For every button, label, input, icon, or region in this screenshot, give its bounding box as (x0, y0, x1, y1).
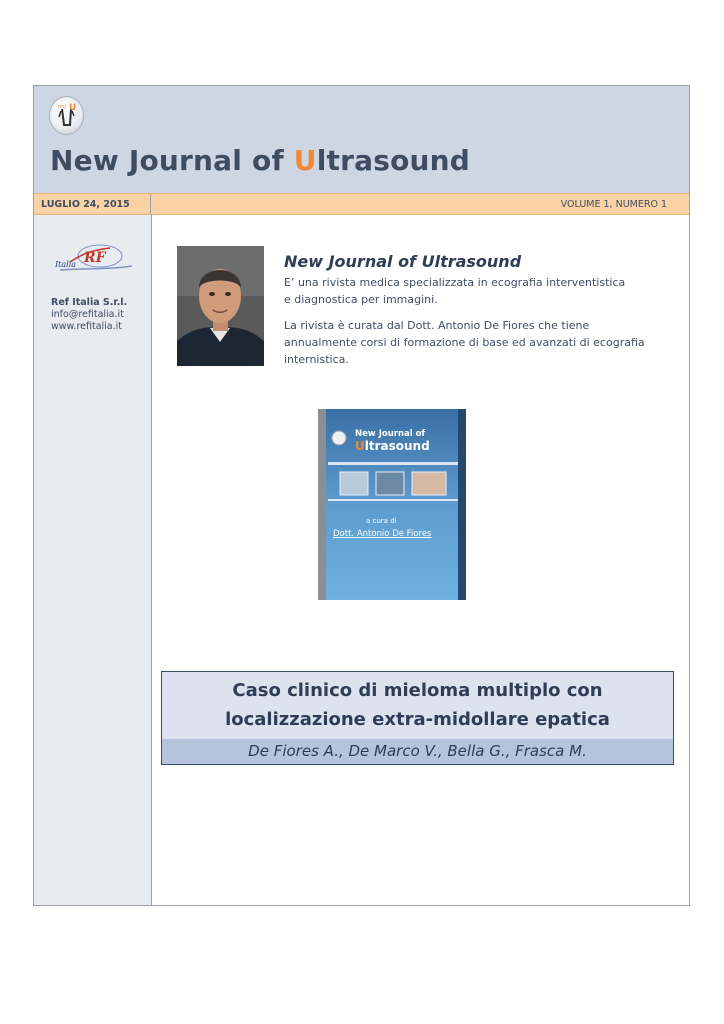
svg-text:RF: RF (84, 250, 106, 266)
intro-paragraph-2: La rivista è curata dal Dott. Antonio De Fiores che tiene annualmente corsi di formazione di base ed avanzati di ecografia internistica. (284, 319, 645, 366)
journal-logo-icon (49, 96, 84, 135)
article-box[interactable] (161, 671, 674, 765)
intro-paragraph-1: E’ una rivista medica specializzata in ecografia interventistica e diagnostica per immagini. (284, 276, 626, 306)
article-authors: De Fiores A., De Marco V., Bella G., Frasca M. (162, 739, 673, 764)
svg-text:U: U (69, 103, 77, 113)
company-website[interactable]: www.refitalia.it (51, 321, 123, 332)
svg-text:nnj: nnj (58, 104, 66, 110)
sidebar (34, 215, 152, 905)
masthead (34, 86, 689, 193)
issue-volume: VOLUME 1, NUMERO 1 (560, 199, 667, 210)
page-title: New Journal of Ultrasound (50, 144, 471, 177)
intro-title: New Journal of Ultrasound (284, 252, 522, 271)
issue-date: LUGLIO 24, 2015 (41, 199, 130, 210)
cover-title-line1: New Journal of (355, 429, 426, 439)
dateline-divider (150, 194, 151, 216)
company-name: Ref Italia S.r.l. (51, 297, 128, 308)
ref-italia-logo-icon (52, 240, 134, 284)
article-title[interactable]: Caso clinico di mieloma multiplo con localizzazione extra-midollare epatica (225, 680, 610, 730)
cover-title-line2: Ultrasound (355, 439, 430, 453)
page-frame (33, 85, 690, 906)
cover-curated-label: a cura di (366, 517, 397, 525)
cover-editor: Dott. Antonio De Fiores (333, 529, 432, 539)
editor-photo (177, 246, 264, 366)
journal-cover (318, 409, 466, 600)
svg-text:Italia: Italia (55, 260, 77, 269)
company-email[interactable]: info@refitalia.it (51, 309, 124, 320)
company-info (51, 297, 127, 333)
dateline-bar (34, 193, 689, 215)
